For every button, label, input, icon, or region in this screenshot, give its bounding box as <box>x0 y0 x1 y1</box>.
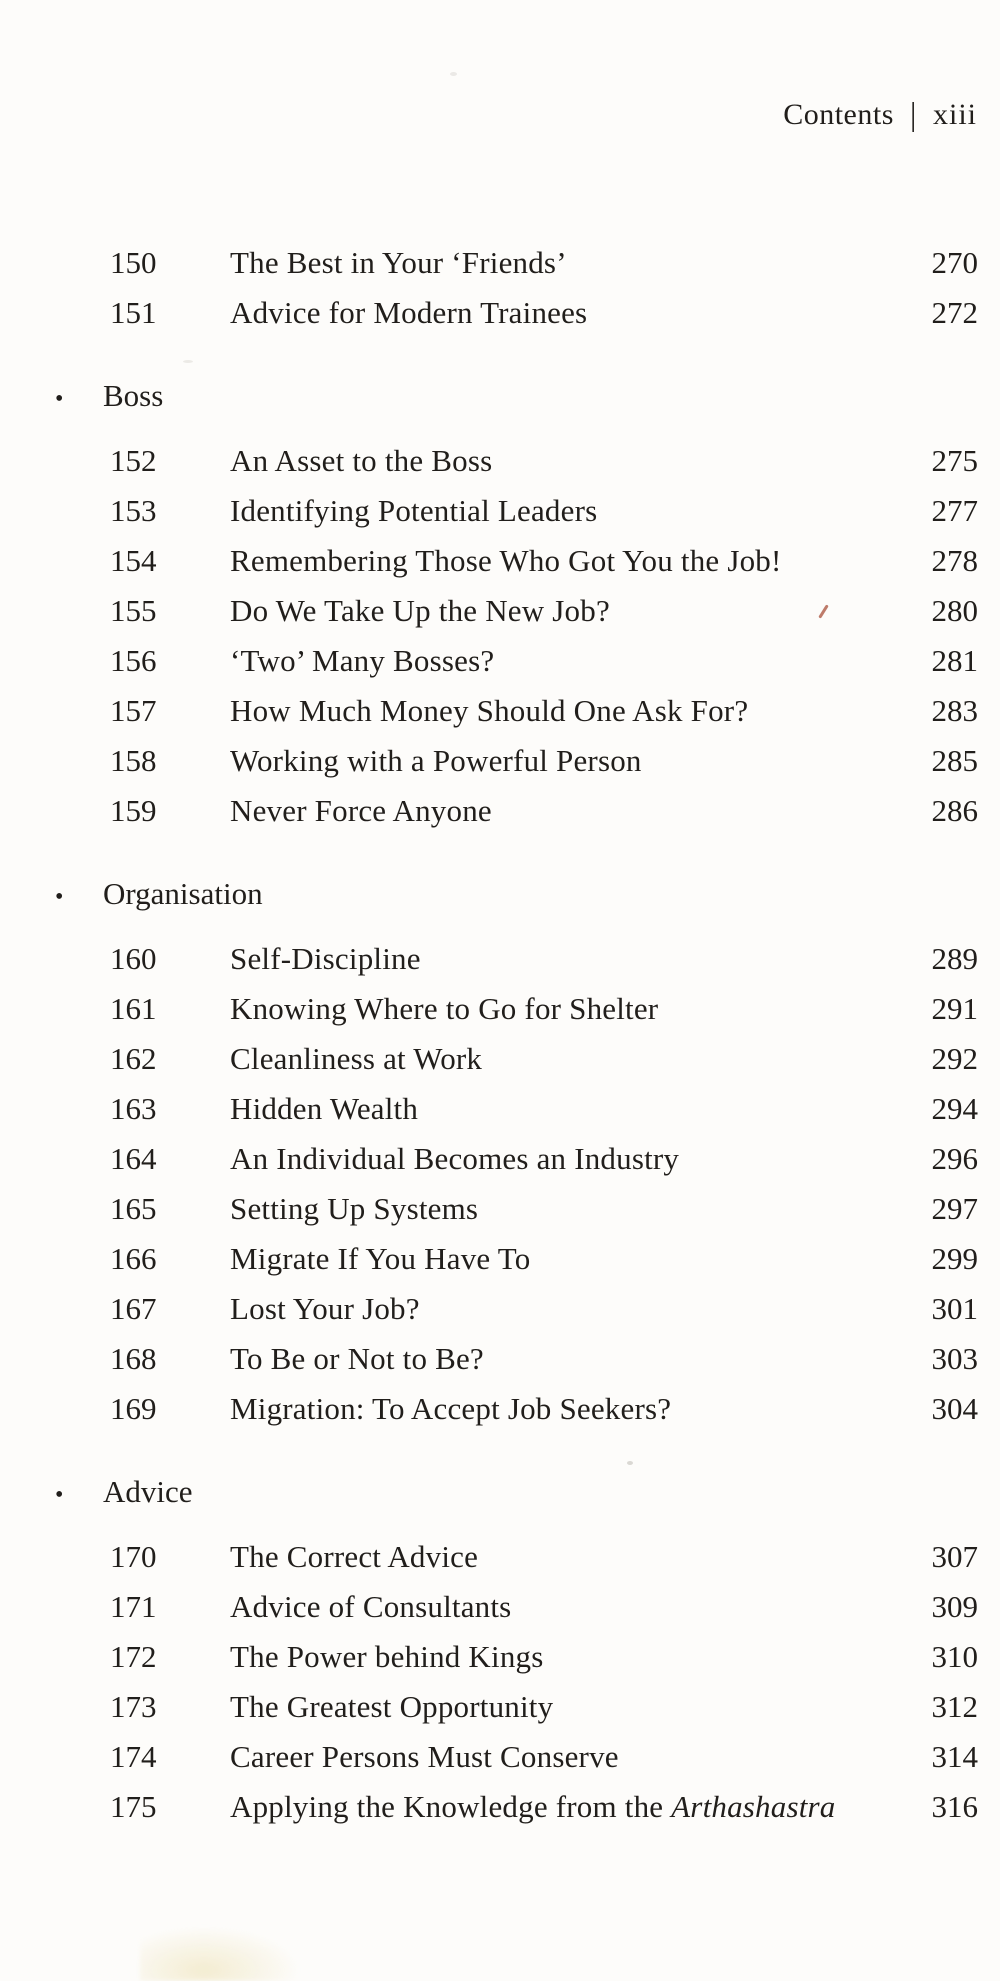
chapter-title: Identifying Potential Leaders <box>230 493 598 528</box>
running-head-page-number: xiii <box>932 98 977 131</box>
chapter-number: 152 <box>110 443 157 478</box>
page-number: 309 <box>931 1589 978 1624</box>
page-number: 280 <box>931 593 978 628</box>
chapter-number: 165 <box>110 1191 157 1226</box>
toc-entry <box>0 1334 1000 1384</box>
section-heading <box>0 371 1000 421</box>
toc-entry <box>0 486 1000 536</box>
toc-entry <box>0 686 1000 736</box>
toc-entry <box>0 1034 1000 1084</box>
toc-entry <box>0 1532 1000 1582</box>
chapter-title: Advice of Consultants <box>230 1589 512 1624</box>
chapter-title: Cleanliness at Work <box>230 1041 483 1076</box>
chapter-number: 157 <box>110 693 157 728</box>
chapter-number: 150 <box>110 245 157 280</box>
chapter-title: Never Force Anyone <box>230 793 492 828</box>
chapter-title: An Individual Becomes an Industry <box>230 1141 680 1176</box>
toc-entry <box>0 1732 1000 1782</box>
page-number: 292 <box>931 1041 978 1076</box>
chapter-number: 161 <box>110 991 157 1026</box>
chapter-title: Applying the Knowledge from the Arthashastra <box>230 1789 836 1824</box>
chapter-number: 171 <box>110 1589 157 1624</box>
chapter-number: 166 <box>110 1241 157 1276</box>
running-head <box>783 96 977 133</box>
toc-entry <box>0 984 1000 1034</box>
page-number: 275 <box>931 443 978 478</box>
toc-entry <box>0 1234 1000 1284</box>
scan-speck <box>450 72 457 76</box>
page-number: 272 <box>931 295 978 330</box>
chapter-title: An Asset to the Boss <box>230 443 493 478</box>
chapter-title: Hidden Wealth <box>230 1091 419 1126</box>
toc-entry <box>0 1632 1000 1682</box>
page-number: 283 <box>931 693 978 728</box>
chapter-title: To Be or Not to Be? <box>230 1341 484 1376</box>
chapter-number: 155 <box>110 593 157 628</box>
toc-entry <box>0 1582 1000 1632</box>
page-number: 281 <box>931 643 978 678</box>
chapter-number: 158 <box>110 743 157 778</box>
toc-entry <box>0 1284 1000 1334</box>
toc-entry <box>0 786 1000 836</box>
chapter-title: Setting Up Systems <box>230 1191 479 1226</box>
page-number: 307 <box>931 1539 978 1574</box>
chapter-number: 170 <box>110 1539 157 1574</box>
chapter-title: Working with a Powerful Person <box>230 743 642 778</box>
chapter-number: 172 <box>110 1639 157 1674</box>
toc-entry <box>0 238 1000 288</box>
page-number: 291 <box>931 991 978 1026</box>
chapter-number: 151 <box>110 295 157 330</box>
table-of-contents <box>0 238 1000 1832</box>
section-heading <box>0 869 1000 919</box>
chapter-number: 175 <box>110 1789 157 1824</box>
toc-entry <box>0 1682 1000 1732</box>
chapter-number: 162 <box>110 1041 157 1076</box>
section-heading <box>0 1467 1000 1517</box>
toc-entry <box>0 636 1000 686</box>
chapter-title: Migration: To Accept Job Seekers? <box>230 1391 672 1426</box>
toc-entry <box>0 536 1000 586</box>
page-number: 296 <box>931 1141 978 1176</box>
section-label: Advice <box>103 1474 193 1509</box>
toc-entry <box>0 1084 1000 1134</box>
page-number: 297 <box>931 1191 978 1226</box>
chapter-number: 169 <box>110 1391 157 1426</box>
section-label: Boss <box>103 378 164 413</box>
chapter-number: 156 <box>110 643 157 678</box>
chapter-title: Advice for Modern Trainees <box>230 295 588 330</box>
chapter-number: 167 <box>110 1291 157 1326</box>
chapter-number: 174 <box>110 1739 157 1774</box>
chapter-title: How Much Money Should One Ask For? <box>230 693 749 728</box>
page-number: 294 <box>931 1091 978 1126</box>
page-number: 303 <box>931 1341 978 1376</box>
chapter-title: Knowing Where to Go for Shelter <box>230 991 659 1026</box>
toc-entry <box>0 436 1000 486</box>
page-number: 316 <box>931 1789 978 1824</box>
chapter-title: The Greatest Opportunity <box>230 1689 554 1724</box>
chapter-title: Career Persons Must Conserve <box>230 1739 619 1774</box>
bullet-icon: • <box>55 884 64 910</box>
toc-entry <box>0 736 1000 786</box>
page-number: 299 <box>931 1241 978 1276</box>
chapter-number: 153 <box>110 493 157 528</box>
toc-entry <box>0 1184 1000 1234</box>
page-number: 286 <box>931 793 978 828</box>
toc-entry <box>0 934 1000 984</box>
toc-entry <box>0 1782 1000 1832</box>
page-number: 312 <box>931 1689 978 1724</box>
chapter-title: Lost Your Job? <box>230 1291 420 1326</box>
bullet-icon: • <box>55 386 64 412</box>
chapter-number: 160 <box>110 941 157 976</box>
chapter-number: 164 <box>110 1141 157 1176</box>
page-number: 310 <box>931 1639 978 1674</box>
running-head-title: Contents <box>783 98 894 131</box>
chapter-title: The Correct Advice <box>230 1539 479 1574</box>
chapter-number: 154 <box>110 543 157 578</box>
chapter-number: 168 <box>110 1341 157 1376</box>
toc-entry <box>0 586 1000 636</box>
chapter-title: The Power behind Kings <box>230 1639 544 1674</box>
chapter-title: ‘Two’ Many Bosses? <box>230 643 495 678</box>
chapter-title: The Best in Your ‘Friends’ <box>230 245 567 280</box>
chapter-number: 163 <box>110 1091 157 1126</box>
toc-entry <box>0 1134 1000 1184</box>
chapter-number: 173 <box>110 1689 157 1724</box>
bullet-icon: • <box>55 1482 64 1508</box>
page-number: 289 <box>931 941 978 976</box>
page-number: 301 <box>931 1291 978 1326</box>
page-number: 277 <box>931 493 978 528</box>
page-number: 278 <box>931 543 978 578</box>
section-label: Organisation <box>103 876 263 911</box>
toc-entry <box>0 288 1000 338</box>
running-head-divider: | <box>909 97 917 133</box>
chapter-title: Do We Take Up the New Job? <box>230 593 610 628</box>
scan-smudge <box>140 1926 300 1981</box>
page-number: 304 <box>931 1391 978 1426</box>
page-number: 314 <box>931 1739 978 1774</box>
page-number: 270 <box>931 245 978 280</box>
page-number: 285 <box>931 743 978 778</box>
toc-entry <box>0 1384 1000 1434</box>
chapter-title: Remembering Those Who Got You the Job! <box>230 543 782 578</box>
chapter-number: 159 <box>110 793 157 828</box>
chapter-title: Self-Discipline <box>230 941 421 976</box>
chapter-title: Migrate If You Have To <box>230 1241 531 1276</box>
